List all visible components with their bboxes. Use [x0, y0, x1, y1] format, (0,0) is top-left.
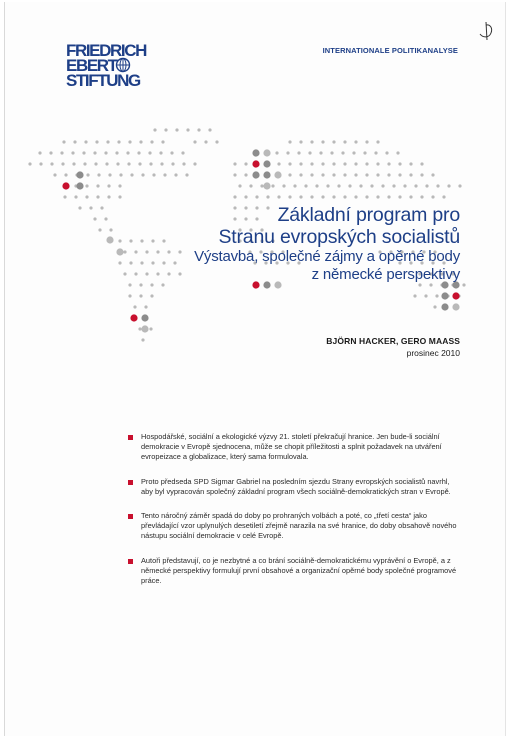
map-dot	[413, 294, 416, 297]
map-dot	[376, 173, 379, 176]
map-dot	[321, 140, 324, 143]
map-dot	[181, 151, 184, 154]
bullet-text: Autoři představují, co je nezbytné a co brání sociálně-demokratickému vyprávění o Evropě, a z německé perspektivy formulují první obsahové a organizační opěrné body společné programové práce.	[141, 555, 457, 586]
map-dot	[299, 173, 302, 176]
map-dot	[255, 195, 258, 198]
map-dot	[359, 184, 362, 187]
map-dot	[215, 140, 218, 143]
subtitle-line-1: Výstavba, společné zájmy a opěrné body	[194, 248, 460, 265]
map-dot	[62, 140, 65, 143]
map-dot	[343, 173, 346, 176]
logo-line-3: STIFTUNG	[66, 71, 140, 90]
map-dot	[50, 162, 53, 165]
map-dot-highlight	[76, 182, 83, 189]
map-dot	[304, 184, 307, 187]
map-dot	[128, 294, 131, 297]
map-dot	[197, 128, 200, 131]
map-dot	[326, 184, 329, 187]
map-dot	[123, 250, 126, 253]
map-dot	[167, 272, 170, 275]
map-dot	[354, 173, 357, 176]
map-dot	[387, 173, 390, 176]
map-dot	[129, 239, 132, 242]
map-dot	[341, 151, 344, 154]
map-dot	[319, 151, 322, 154]
red-square-bullet-icon	[128, 514, 133, 519]
map-dot	[431, 173, 434, 176]
map-dot	[78, 206, 81, 209]
map-dot	[409, 173, 412, 176]
map-dot	[403, 184, 406, 187]
map-dot	[100, 206, 103, 209]
map-dot-highlight-red	[452, 292, 459, 299]
map-dot	[332, 173, 335, 176]
map-dot	[64, 173, 67, 176]
map-dot	[447, 184, 450, 187]
map-dot	[144, 305, 147, 308]
map-dot	[354, 162, 357, 165]
map-dot	[260, 184, 263, 187]
map-dot	[97, 173, 100, 176]
map-dot-highlight-red	[252, 160, 259, 167]
map-dot	[266, 195, 269, 198]
logo-line-1: FRIEDRICH	[66, 41, 146, 60]
map-dot	[145, 250, 148, 253]
map-dot	[145, 272, 148, 275]
map-dot-highlight	[263, 160, 270, 167]
map-dot	[148, 151, 151, 154]
map-dot	[321, 173, 324, 176]
map-dot	[420, 162, 423, 165]
map-dot	[182, 162, 185, 165]
map-dot	[133, 305, 136, 308]
map-dot	[332, 140, 335, 143]
handwritten-mark-icon	[476, 20, 498, 42]
map-dot	[156, 272, 159, 275]
map-dot	[106, 140, 109, 143]
map-dot	[271, 184, 274, 187]
map-dot	[109, 228, 112, 231]
map-dot	[138, 327, 141, 330]
map-dot	[115, 151, 118, 154]
map-dot-highlight	[441, 303, 448, 310]
map-dot	[72, 162, 75, 165]
map-dot	[130, 173, 133, 176]
map-dot	[233, 162, 236, 165]
map-dot	[387, 162, 390, 165]
map-dot	[343, 162, 346, 165]
map-dot	[93, 217, 96, 220]
map-dot	[167, 250, 170, 253]
map-dot	[89, 206, 92, 209]
publication-date: prosinec 2010	[406, 348, 460, 358]
map-dot	[126, 151, 129, 154]
map-dot	[140, 261, 143, 264]
map-dot	[385, 151, 388, 154]
map-dot	[332, 195, 335, 198]
map-dot	[297, 151, 300, 154]
map-dot	[193, 140, 196, 143]
map-dot	[365, 195, 368, 198]
bullet-text: Hospodářské, sociální a ekologické výzvy 21. století překračují hranice. Jen bude-li sociální demokracie v Evropě sjednocena, může se chopit příležitosti a splnit požadavek na utváření evropeizace a globalizace, který sama formulovala.	[141, 432, 442, 462]
map-dot	[249, 184, 252, 187]
map-dot	[82, 151, 85, 154]
map-dot	[365, 173, 368, 176]
map-dot	[409, 195, 412, 198]
map-dot	[370, 184, 373, 187]
map-dot	[343, 140, 346, 143]
series-label: INTERNATIONALE POLITIKANALYSE	[322, 46, 458, 55]
map-dot	[164, 128, 167, 131]
map-dot	[288, 140, 291, 143]
map-dot	[60, 151, 63, 154]
list-item	[128, 556, 462, 587]
map-dot	[137, 151, 140, 154]
map-dot	[159, 151, 162, 154]
map-dot	[332, 162, 335, 165]
map-dot	[299, 140, 302, 143]
map-dot	[84, 140, 87, 143]
map-dot	[208, 128, 211, 131]
map-dot	[310, 140, 313, 143]
map-dot	[74, 195, 77, 198]
map-dot	[321, 162, 324, 165]
map-dot	[308, 151, 311, 154]
map-dot	[431, 195, 434, 198]
map-dot	[49, 151, 52, 154]
map-dot	[337, 184, 340, 187]
map-dot	[186, 128, 189, 131]
map-dot	[343, 195, 346, 198]
map-dot	[28, 162, 31, 165]
map-dot-highlight	[116, 248, 123, 255]
map-dot	[396, 151, 399, 154]
map-dot	[149, 327, 152, 330]
map-dot	[462, 283, 465, 286]
map-dot	[348, 184, 351, 187]
map-dot	[277, 195, 280, 198]
map-dot	[128, 140, 131, 143]
map-dot	[204, 140, 207, 143]
map-dot	[139, 140, 142, 143]
map-dot	[152, 173, 155, 176]
author-names: BJÖRN HACKER, GERO MAASS	[326, 336, 460, 346]
map-dot	[244, 173, 247, 176]
map-dot-highlight	[263, 171, 270, 178]
map-dot	[435, 294, 438, 297]
map-dot	[282, 184, 285, 187]
map-dot	[156, 250, 159, 253]
map-dot	[105, 162, 108, 165]
list-item	[128, 477, 462, 497]
map-dot	[398, 162, 401, 165]
fes-logo	[66, 43, 146, 88]
map-dot	[149, 162, 152, 165]
map-dot	[153, 128, 156, 131]
map-dot	[424, 294, 427, 297]
map-dot	[458, 184, 461, 187]
map-dot	[365, 162, 368, 165]
map-dot	[39, 162, 42, 165]
map-dot	[86, 173, 89, 176]
map-dot	[98, 228, 101, 231]
map-dot	[365, 140, 368, 143]
map-dot	[330, 151, 333, 154]
map-dot	[139, 294, 142, 297]
map-dot	[352, 151, 355, 154]
map-dot	[288, 195, 291, 198]
map-dot	[244, 162, 247, 165]
globe-icon	[115, 57, 131, 73]
map-dot	[233, 173, 236, 176]
map-dot	[321, 195, 324, 198]
map-dot-highlight	[252, 171, 259, 178]
map-dot	[53, 173, 56, 176]
map-dot	[151, 239, 154, 242]
map-dot	[420, 173, 423, 176]
map-dot	[38, 151, 41, 154]
map-dot	[162, 239, 165, 242]
map-dot	[171, 162, 174, 165]
map-dot	[118, 239, 121, 242]
map-dot	[61, 162, 64, 165]
map-dot	[134, 272, 137, 275]
map-dot	[139, 283, 142, 286]
map-dot	[376, 162, 379, 165]
map-dot	[96, 184, 99, 187]
map-dot	[174, 173, 177, 176]
map-dot	[150, 283, 153, 286]
map-dot	[381, 184, 384, 187]
map-dot	[107, 184, 110, 187]
map-dot	[275, 151, 278, 154]
map-dot	[117, 140, 120, 143]
map-dot	[310, 162, 313, 165]
map-dot	[387, 195, 390, 198]
map-dot	[175, 128, 178, 131]
map-dot	[286, 151, 289, 154]
map-dot	[116, 162, 119, 165]
map-dot	[277, 162, 280, 165]
map-dot	[95, 140, 98, 143]
map-dot	[293, 184, 296, 187]
map-dot-highlight	[263, 149, 270, 156]
map-dot	[93, 151, 96, 154]
map-dot	[85, 195, 88, 198]
map-dot	[374, 151, 377, 154]
map-dot	[151, 261, 154, 264]
map-dot	[376, 140, 379, 143]
map-dot-highlight	[452, 303, 459, 310]
map-dot	[104, 151, 107, 154]
map-dot	[414, 184, 417, 187]
map-dot	[150, 294, 153, 297]
map-dot-highlight	[76, 171, 83, 178]
bullet-text: Tento náročný záměr spadá do doby po prohraných volbách a poté, co „třetí cesta“ jako převládající vzor uplynulých desetiletí zřejmě narazila na své hranice, do doby obsahově nového nástupu sociální demokracie v celé Evropě.	[141, 511, 457, 541]
map-dot-highlight	[141, 325, 148, 332]
map-dot	[310, 195, 313, 198]
list-item	[128, 432, 462, 463]
map-dot	[315, 184, 318, 187]
map-dot	[409, 162, 412, 165]
map-dot	[123, 272, 126, 275]
map-dot	[127, 162, 130, 165]
author-block	[326, 335, 460, 359]
map-dot	[170, 151, 173, 154]
summary-bullets	[128, 432, 462, 600]
map-dot	[138, 162, 141, 165]
map-dot	[233, 195, 236, 198]
map-dot	[150, 140, 153, 143]
map-dot	[185, 173, 188, 176]
map-dot	[63, 195, 66, 198]
map-dot	[160, 162, 163, 165]
logo-line-2: EBERT	[66, 56, 117, 75]
map-dot	[96, 195, 99, 198]
map-dot	[436, 184, 439, 187]
map-dot	[420, 195, 423, 198]
map-dot	[71, 151, 74, 154]
subtitle-line-2: z německé perspektivy	[311, 266, 460, 283]
title-line-2: Stranu evropských socialistů	[218, 226, 460, 248]
map-dot	[140, 239, 143, 242]
map-dot-highlight	[441, 292, 448, 299]
map-dot	[128, 283, 131, 286]
map-dot	[162, 261, 165, 264]
map-dot	[398, 173, 401, 176]
map-dot	[108, 173, 111, 176]
title-line-1: Základní program pro	[277, 204, 460, 226]
map-dot	[83, 162, 86, 165]
map-dot-highlight	[263, 182, 270, 189]
map-dot	[288, 162, 291, 165]
map-dot	[299, 162, 302, 165]
red-square-bullet-icon	[128, 559, 133, 564]
map-dot	[119, 173, 122, 176]
map-dot	[141, 173, 144, 176]
map-dot	[163, 173, 166, 176]
map-dot-highlight	[106, 236, 113, 243]
map-dot	[161, 140, 164, 143]
map-dot	[85, 184, 88, 187]
map-dot	[376, 195, 379, 198]
red-square-bullet-icon	[128, 435, 133, 440]
red-square-bullet-icon	[128, 480, 133, 485]
map-dot	[398, 195, 401, 198]
map-dot	[354, 140, 357, 143]
map-dot-highlight	[274, 171, 281, 178]
map-dot	[118, 261, 121, 264]
title-block	[194, 204, 460, 284]
map-dot	[288, 173, 291, 176]
map-dot-highlight	[252, 149, 259, 156]
map-dot	[161, 283, 164, 286]
map-dot	[178, 250, 181, 253]
map-dot	[442, 195, 445, 198]
map-dot	[244, 195, 247, 198]
map-dot	[354, 195, 357, 198]
map-dot	[107, 195, 110, 198]
map-dot	[118, 195, 121, 198]
map-dot	[94, 162, 97, 165]
map-dot	[129, 261, 132, 264]
map-dot	[193, 162, 196, 165]
map-dot	[118, 184, 121, 187]
map-dot	[299, 195, 302, 198]
map-dot	[73, 140, 76, 143]
list-item	[128, 511, 462, 542]
map-dot	[104, 217, 107, 220]
map-dot-highlight	[141, 314, 148, 321]
map-dot	[178, 272, 181, 275]
map-dot	[238, 184, 241, 187]
map-dot	[425, 184, 428, 187]
map-dot	[392, 184, 395, 187]
map-dot	[173, 261, 176, 264]
map-dot	[134, 250, 137, 253]
map-dot	[433, 305, 436, 308]
map-dot	[141, 338, 144, 341]
map-dot-highlight-red	[62, 182, 69, 189]
bullet-text: Proto předseda SPD Sigmar Gabriel na posledním sjezdu Strany evropských socialistů navrhl, aby byl vypracován společný základní program všech sociálně-demokratických stran v Evropě.	[141, 476, 451, 496]
map-dot	[310, 173, 313, 176]
map-dot	[363, 151, 366, 154]
map-dot-highlight-red	[130, 314, 137, 321]
